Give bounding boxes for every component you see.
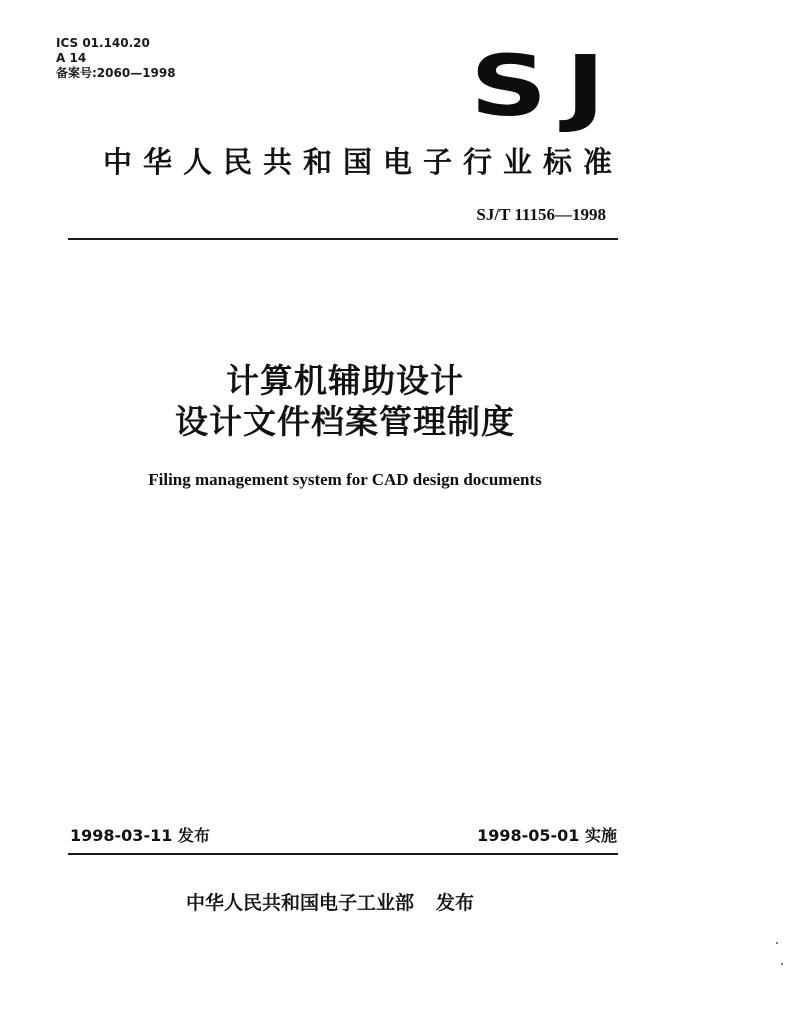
issuer-line (186, 888, 474, 915)
scan-speck (781, 963, 783, 965)
document-title-english: Filing management system for CAD design documents (148, 470, 542, 489)
ccs-code: A 14 (56, 51, 87, 65)
top-divider (68, 238, 618, 240)
bottom-divider (68, 853, 618, 855)
document-title-line1: 计算机辅助设计 (226, 361, 464, 400)
classification-block (56, 36, 176, 81)
issuer-action: 发布 (436, 892, 475, 914)
record-number: 备案号:2060—1998 (56, 66, 176, 80)
document-title-line2: 设计文件档案管理制度 (175, 402, 515, 441)
standard-number: SJ/T 11156—1998 (476, 205, 606, 224)
sj-logo: SJ (470, 37, 624, 135)
ics-code: ICS 01.140.20 (56, 36, 150, 50)
issuer-name: 中华人民共和国电子工业部 (186, 892, 415, 914)
implementation-date: 1998-05-01 实施 (477, 826, 617, 845)
industry-standard-title: 中华人民共和国电子行业标准 (103, 145, 624, 179)
issue-date: 1998-03-11 发布 (70, 826, 210, 845)
scan-speck (776, 942, 778, 944)
